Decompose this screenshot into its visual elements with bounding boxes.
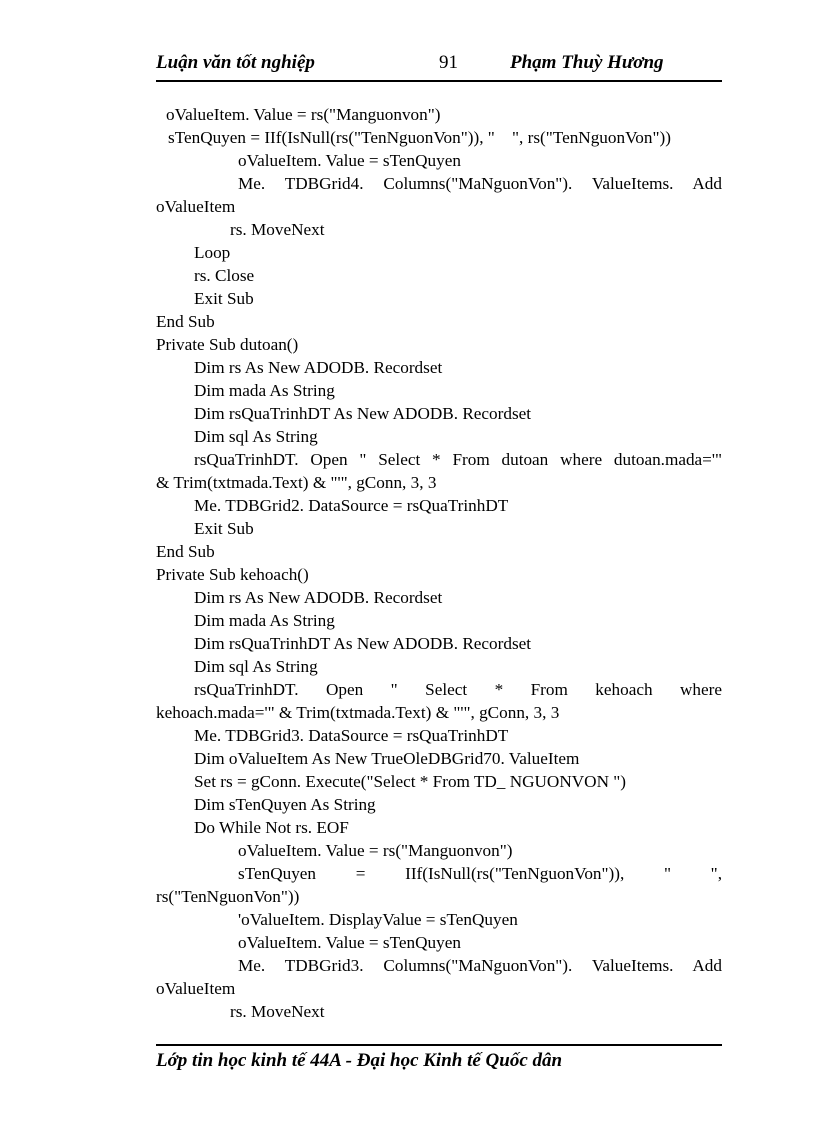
- code-line: oValueItem. Value = sTenQuyen: [238, 151, 461, 170]
- page-footer: [156, 1044, 722, 1076]
- code-line: rs. MoveNext: [230, 220, 325, 239]
- code-line: Private Sub dutoan(): [156, 335, 299, 354]
- code-line: rsQuaTrinhDT. Open " Select * From dutoan where dutoan.mada='": [194, 450, 722, 469]
- code-line: Dim oValueItem As New TrueOleDBGrid70. ValueItem: [194, 749, 580, 768]
- code-line: 'oValueItem. DisplayValue = sTenQuyen: [238, 910, 518, 929]
- code-line: Me. TDBGrid2. DataSource = rsQuaTrinhDT: [194, 496, 509, 515]
- code-line: oValueItem: [156, 197, 236, 216]
- code-line: Set rs = gConn. Execute("Select * From TD_ NGUONVON "): [194, 772, 627, 791]
- code-line: End Sub: [156, 312, 215, 331]
- code-line: Private Sub kehoach(): [156, 565, 309, 584]
- footer-institution: Lớp tin học kinh tế 44A - Đại học Kinh tế Quốc dân: [156, 1050, 563, 1071]
- code-line: Dim mada As String: [194, 381, 335, 400]
- code-line: Dim rsQuaTrinhDT As New ADODB. Recordset: [194, 634, 532, 653]
- code-line: Do While Not rs. EOF: [194, 818, 349, 837]
- code-line: & Trim(txtmada.Text) & "'", gConn, 3, 3: [156, 473, 437, 492]
- code-line: oValueItem. Value = rs("Manguonvon"): [238, 841, 513, 860]
- code-line: Exit Sub: [194, 289, 254, 308]
- code-line: rsQuaTrinhDT. Open " Select * From kehoach where: [194, 680, 722, 699]
- code-line: Dim rs As New ADODB. Recordset: [194, 588, 443, 607]
- code-line: Dim sql As String: [194, 657, 318, 676]
- code-line: kehoach.mada='" & Trim(txtmada.Text) & "'", gConn, 3, 3: [156, 703, 560, 722]
- code-line: oValueItem. Value = sTenQuyen: [238, 933, 461, 952]
- page-number: 91: [439, 52, 458, 73]
- code-line: oValueItem: [156, 979, 236, 998]
- code-line: Dim rs As New ADODB. Recordset: [194, 358, 443, 377]
- page-header: [156, 50, 722, 82]
- code-line: sTenQuyen = IIf(IsNull(rs("TenNguonVon")), " ",: [238, 864, 722, 883]
- code-listing: [156, 103, 722, 1023]
- code-line: oValueItem. Value = rs("Manguonvon"): [166, 105, 441, 124]
- code-line: sTenQuyen = IIf(IsNull(rs("TenNguonVon")), " ", rs("TenNguonVon")): [168, 128, 671, 147]
- code-line: rs. Close: [194, 266, 255, 285]
- code-line: Exit Sub: [194, 519, 254, 538]
- code-line: End Sub: [156, 542, 215, 561]
- header-author: Phạm Thuỳ Hương: [510, 52, 664, 73]
- header-thesis-title: Luận văn tốt nghiệp: [156, 52, 315, 73]
- code-line: Dim sTenQuyen As String: [194, 795, 376, 814]
- code-line: Me. TDBGrid4. Columns("MaNguonVon"). ValueItems. Add: [238, 174, 722, 193]
- code-line: rs. MoveNext: [230, 1002, 325, 1021]
- code-line: Dim mada As String: [194, 611, 335, 630]
- code-line: rs("TenNguonVon")): [156, 887, 300, 906]
- code-line: Dim rsQuaTrinhDT As New ADODB. Recordset: [194, 404, 532, 423]
- code-line: Me. TDBGrid3. DataSource = rsQuaTrinhDT: [194, 726, 509, 745]
- code-line: Me. TDBGrid3. Columns("MaNguonVon"). ValueItems. Add: [238, 956, 722, 975]
- code-line: Loop: [194, 243, 231, 262]
- code-line: Dim sql As String: [194, 427, 318, 446]
